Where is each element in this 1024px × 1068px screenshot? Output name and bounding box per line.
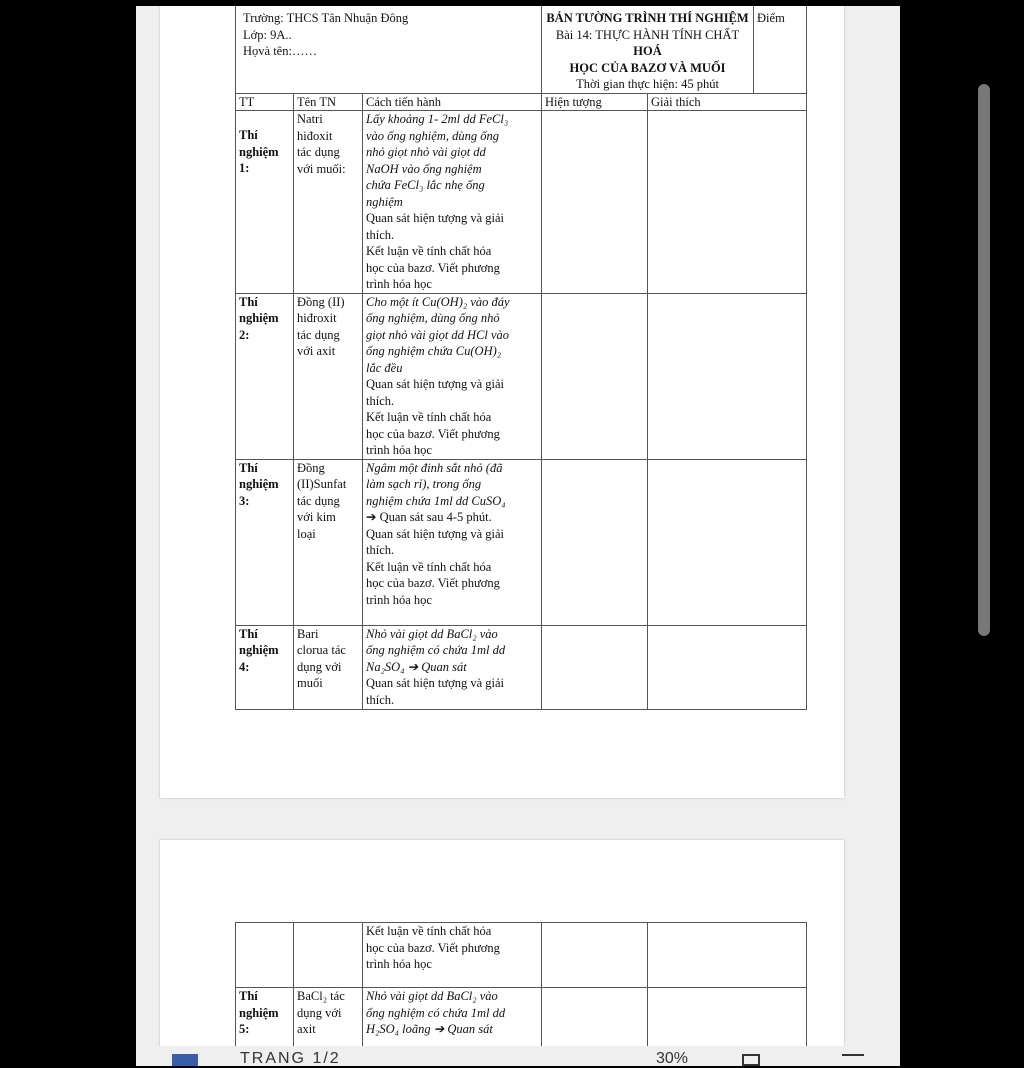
exp4-number: Thí nghiệm 4: <box>236 625 294 709</box>
page-2 <box>160 840 844 1066</box>
exp1-name: Natri hiđoxit tác dụng với muối: <box>294 111 363 294</box>
experiment-row-4 <box>236 625 807 709</box>
header-row <box>236 6 807 93</box>
cont-phenomenon-cell[interactable] <box>542 923 648 988</box>
fit-width-icon[interactable] <box>842 1054 864 1066</box>
exp2-steps-italic: Cho một ít Cu(OH)₂ vào đáy ống nghiệm, dùng ống nhỏ giọt nhỏ vài giọt dd HCl vào ống nghiệm chứa Cu(OH)₂ lắc đều <box>366 294 510 375</box>
col-explanation: Giải thích <box>648 93 807 111</box>
duration-label: Thời gian thực hiện: 45 phút <box>576 77 719 91</box>
school-info-cell <box>236 6 542 93</box>
exp2-phenomenon-cell[interactable] <box>542 293 648 459</box>
page-indicator: TRANG 1/2 <box>240 1050 341 1067</box>
document-viewer[interactable] <box>136 6 900 1066</box>
page-1 <box>160 6 844 798</box>
cont-tt <box>236 923 294 988</box>
report-sheet <box>235 6 806 710</box>
exp4-explanation-cell[interactable] <box>648 625 807 709</box>
title-cell <box>542 6 754 93</box>
exp1-number: Thí nghiệm 1: <box>236 111 294 294</box>
report-sheet-continued <box>235 922 806 1049</box>
lesson-title: Bài 14: THỰC HÀNH TÍNH CHẤT <box>555 27 740 42</box>
exp3-procedure <box>363 459 542 625</box>
exp2-name: Đồng (II) hiđroxit tác dụng với axit <box>294 293 363 459</box>
experiment-row-1 <box>236 111 807 294</box>
exp1-phenomenon-cell[interactable] <box>542 111 648 294</box>
report-table <box>235 6 807 710</box>
exp3-phenomenon-cell[interactable] <box>542 459 648 625</box>
exp1-steps: Quan sát hiện tượng và giải thích. Kết luận về tính chất hóa học của bazơ. Viết phương trình hóa học <box>366 211 505 291</box>
name-label: Họvà tên:…… <box>243 44 317 58</box>
report-table-continued <box>235 922 807 1049</box>
status-bar <box>136 1046 900 1066</box>
lesson-subtitle: HỌC CỦA BAZƠ VÀ MUỐI <box>569 60 726 75</box>
exp2-number: Thí nghiệm 2: <box>236 293 294 459</box>
exp3-explanation-cell[interactable] <box>648 459 807 625</box>
score-cell <box>754 6 807 93</box>
exp5-number: Thí nghiệm 5: <box>236 988 294 1049</box>
layout-view-icon[interactable] <box>742 1054 760 1066</box>
exp2-explanation-cell[interactable] <box>648 293 807 459</box>
word-app-icon <box>172 1054 198 1066</box>
score-label: Điểm <box>757 11 785 25</box>
zoom-level[interactable]: 30% <box>656 1050 689 1067</box>
exp3-steps: ➔ Quan sát sau 4-5 phút. Quan sát hiện tượng và giải thích. Kết luận về tính chất hóa học của bazơ. Viết phương trình hóa học <box>366 510 505 607</box>
col-tt: TT <box>236 93 294 111</box>
report-title: BẢN TƯỜNG TRÌNH THÍ NGHIỆM <box>546 11 749 25</box>
experiment-row-3 <box>236 459 807 625</box>
exp5-phenomenon-cell[interactable] <box>542 988 648 1049</box>
experiment-row-2 <box>236 293 807 459</box>
exp3-number: Thí nghiệm 3: <box>236 459 294 625</box>
exp2-procedure <box>363 293 542 459</box>
exp5-procedure: Nhỏ vài giọt dd BaCl₂ vào ống nghiệm có chứa 1ml dd H₂SO₄ loãng ➔ Quan sát <box>363 988 542 1049</box>
exp4-phenomenon-cell[interactable] <box>542 625 648 709</box>
exp4-procedure <box>363 625 542 709</box>
col-phenomenon: Hiện tượng <box>542 93 648 111</box>
column-header-row <box>236 93 807 111</box>
exp3-steps-italic: Ngâm một đinh sắt nhỏ (đã làm sạch rỉ), trong ống nghiệm chứa 1ml dd CuSO₄ <box>366 460 506 508</box>
exp3-name: Đồng (II)Sunfat tác dụng với kim loại <box>294 459 363 625</box>
continued-row <box>236 923 807 988</box>
exp1-explanation-cell[interactable] <box>648 111 807 294</box>
vertical-scrollbar[interactable] <box>978 84 990 636</box>
cont-procedure: Kết luận về tính chất hóa học của bazơ. Viết phương trình hóa học <box>363 923 542 988</box>
lesson-title-cont: HOÁ <box>633 44 662 58</box>
col-procedure: Cách tiến hành <box>363 93 542 111</box>
school-name: Trường: THCS Tân Nhuận Đông <box>243 11 409 25</box>
cont-explanation-cell[interactable] <box>648 923 807 988</box>
cont-name <box>294 923 363 988</box>
exp4-name: Bari clorua tác dụng với muối <box>294 625 363 709</box>
exp2-steps: Quan sát hiện tượng và giải thích. Kết luận về tính chất hóa học của bazơ. Viết phương trình hóa học <box>366 377 505 457</box>
exp5-explanation-cell[interactable] <box>648 988 807 1049</box>
exp4-steps: Quan sát hiện tượng và giải thích. <box>366 676 505 707</box>
class-label: Lớp: 9A.. <box>243 27 292 42</box>
col-name: Tên TN <box>294 93 363 111</box>
exp5-name: BaCl₂ tác dụng với axit <box>294 988 363 1049</box>
experiment-row-5 <box>236 988 807 1049</box>
exp1-procedure <box>363 111 542 294</box>
exp1-steps-italic: Lấy khoảng 1- 2ml dd FeCl₃ vào ống nghiệm, dùng ống nhỏ giọt nhỏ vài giọt dd NaOH vào ống nghiệm chứa FeCl₃ lắc nhẹ ống nghiệm <box>366 112 509 209</box>
exp4-steps-italic: Nhỏ vài giọt dd BaCl₂ vào ống nghiệm có chứa 1ml dd Na₂SO₄ ➔ Quan sát <box>366 626 506 674</box>
